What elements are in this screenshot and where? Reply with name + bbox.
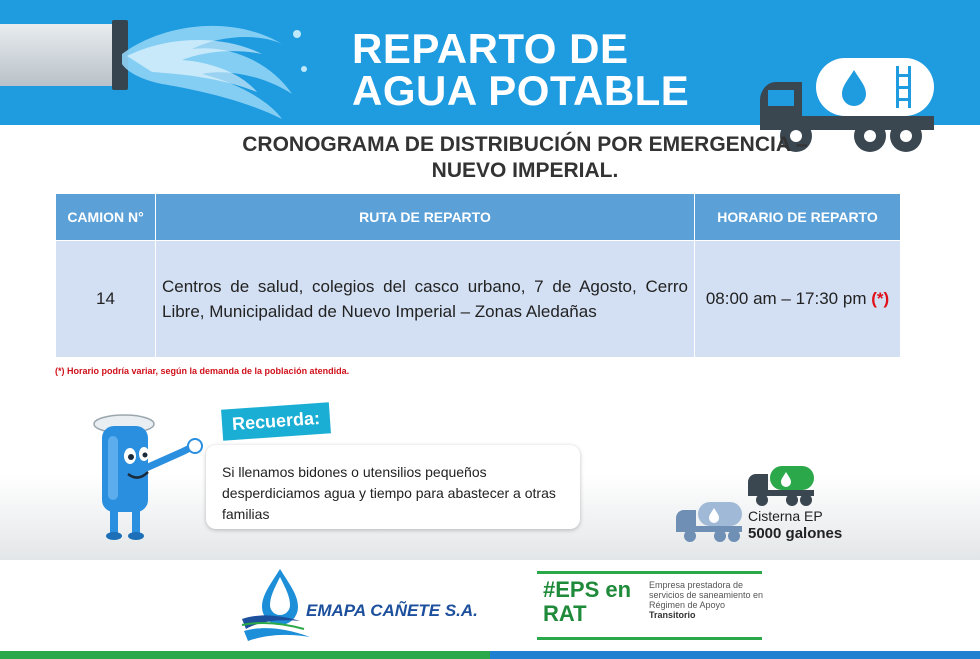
footer-color-strip (0, 651, 980, 659)
blue-tanker-icon (674, 500, 744, 544)
cell-camion: 14 (56, 241, 156, 358)
footer (0, 560, 980, 659)
water-jug-mascot-icon (92, 408, 214, 542)
reminder-tag: Recuerda: (221, 402, 331, 440)
water-splash-icon (122, 14, 312, 124)
header-camion: CAMION N° (56, 194, 156, 241)
reminder-text: Si llenamos bidones o utensilios pequeños desperdiciamos agua y tiempo para abastecer a otras familias (222, 464, 556, 522)
distribution-table (55, 193, 901, 358)
horario-marker: (*) (871, 289, 890, 308)
table-row (56, 241, 901, 358)
header-banner (0, 0, 980, 125)
page-title (352, 25, 690, 114)
schedule-note: (*) Horario podría variar, según la demanda de la población atendida. (55, 366, 350, 376)
water-pipe-icon (0, 24, 118, 86)
cell-horario (695, 241, 901, 358)
header-ruta: RUTA DE REPARTO (156, 194, 695, 241)
title-line-2: AGUA POTABLE (352, 67, 690, 114)
eps-description-text: Empresa prestadora de servicios de saneamiento en Régimen de Apoyo (649, 580, 764, 610)
subtitle-line-1: CRONOGRAMA DE DISTRIBUCIÓN POR EMERGENCIA – (242, 133, 808, 156)
title-line-1: REPARTO DE (352, 25, 629, 72)
cell-ruta: Centros de salud, colegios del casco urbano, 7 de Agosto, Cerro Libre, Municipalidad de Nuevo Imperial – Zonas Aledañas (156, 241, 695, 358)
eps-title-line-2: RAT (543, 601, 587, 626)
cisterna-label (748, 508, 842, 542)
eps-rat-logo (537, 571, 762, 640)
cisterna-name: Cisterna EP (748, 508, 823, 524)
header-horario: HORARIO DE REPARTO (695, 194, 901, 241)
eps-description (649, 580, 764, 620)
schedule-subtitle (180, 132, 870, 184)
cisterna-capacity: 5000 galones (748, 525, 843, 542)
horario-value: 08:00 am – 17:30 pm (705, 289, 867, 308)
eps-title-line-1: #EPS en (543, 577, 632, 602)
green-tanker-icon (746, 464, 816, 508)
subtitle-line-2: NUEVO IMPERIAL. (431, 159, 619, 182)
eps-description-bold: Transitorio (649, 610, 696, 620)
eps-title (543, 578, 631, 626)
emapa-name: EMAPA CAÑETE S.A. (306, 601, 478, 620)
table-header-row (56, 194, 901, 241)
reminder-bubble (206, 445, 580, 529)
